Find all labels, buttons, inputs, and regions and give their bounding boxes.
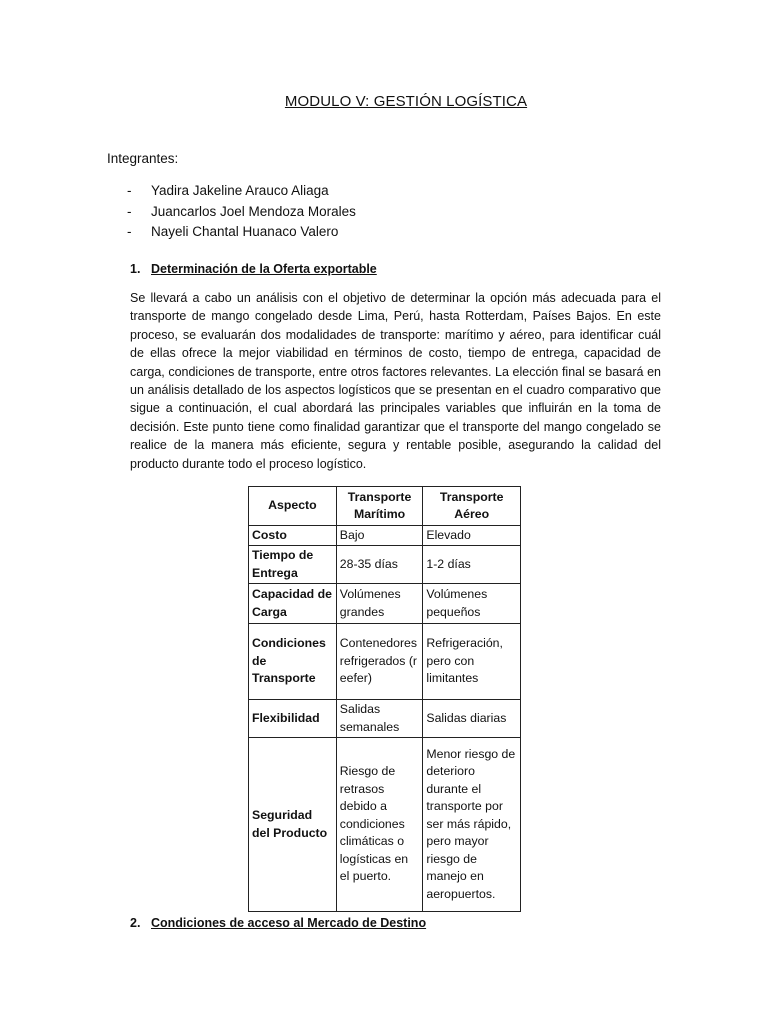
table-cell: Volúmenes pequeños (423, 584, 521, 624)
section-heading-1 (130, 262, 377, 276)
table-row-header: Tiempo de Entrega (249, 546, 337, 584)
table-cell: Menor riesgo de deterioro durante el transporte por ser más rápido, pero mayor riesgo de manejo en aeropuertos. (423, 738, 521, 912)
member-item (127, 202, 356, 223)
table-row (249, 700, 521, 738)
table-row (249, 526, 521, 546)
table-cell: Refrigeración, pero con limitantes (423, 624, 521, 700)
document-title: MODULO V: GESTIÓN LOGÍSTICA (284, 93, 528, 110)
list-bullet: - (127, 183, 132, 198)
member-name: Juancarlos Joel Mendoza Morales (151, 203, 356, 219)
table-cell: Bajo (336, 526, 423, 546)
table-row-header: Condiciones de Transporte (249, 624, 337, 700)
section-number: 2. (130, 916, 141, 930)
list-bullet: - (127, 203, 132, 219)
member-item (127, 222, 356, 243)
table-header-cell: Transporte Marítimo (336, 487, 423, 526)
section-title: Condiciones de acceso al Mercado de Destino (151, 916, 427, 930)
section-title: Determinación de la Oferta exportable (151, 262, 377, 276)
members-label: Integrantes: (107, 151, 179, 166)
table-row (249, 738, 521, 912)
table-row-header: Flexibilidad (249, 700, 337, 738)
body-paragraph: Se llevará a cabo un análisis con el objetivo de determinar la opción más adecuada para el transporte de mango congelado desde Lima, Perú, hasta Rotterdam, Países Bajos. En este proceso, se evaluarán dos modalidades de transporte: marítimo y aéreo, para identificar cuál de ellas ofrece la mejor viabilidad en términos de costo, tiempo de entrega, capacidad de carga, condiciones de transporte, entre otros factores relevantes. La elección final se basará en un análisis detallado de los aspectos logísticos que se presentan en el cuadro comparativo que sigue a continuación, el cual abordará las principales variables que influirán en la toma de decisión. Este punto tiene como finalidad garantizar que el transporte del mango congelado se realice de la manera más eficiente, segura y rentable posible, asegurando la calidad del producto durante todo el proceso logístico. (130, 291, 661, 471)
section-heading-2 (130, 916, 426, 930)
table-cell: 28-35 días (336, 546, 423, 584)
table-header-cell: Transporte Aéreo (423, 487, 521, 526)
table-cell: Contenedores refrigerados (reefer) (336, 624, 423, 700)
members-list (127, 181, 356, 243)
table-header-row (249, 487, 521, 526)
table-row (249, 546, 521, 584)
member-name: Yadira Jakeline Arauco Aliaga (151, 183, 329, 198)
table-row (249, 584, 521, 624)
comparison-table (248, 486, 521, 912)
table-cell: 1-2 días (423, 546, 521, 584)
table-row-header: Costo (249, 526, 337, 546)
table-cell: Salidas diarias (423, 700, 521, 738)
table-cell: Riesgo de retrasos debido a condiciones climáticas o logísticas en el puerto. (336, 738, 423, 912)
table-cell: Elevado (423, 526, 521, 546)
member-name: Nayeli Chantal Huanaco Valero (151, 224, 339, 239)
table-cell: Volúmenes grandes (336, 584, 423, 624)
table-row-header: Seguridad del Producto (249, 738, 337, 912)
table-header-cell: Aspecto (249, 487, 337, 526)
table-row-header: Capacidad de Carga (249, 584, 337, 624)
list-bullet: - (127, 224, 132, 239)
table-cell: Salidas semanales (336, 700, 423, 738)
section-number: 1. (130, 262, 141, 276)
member-item (127, 181, 356, 202)
table-row (249, 624, 521, 700)
